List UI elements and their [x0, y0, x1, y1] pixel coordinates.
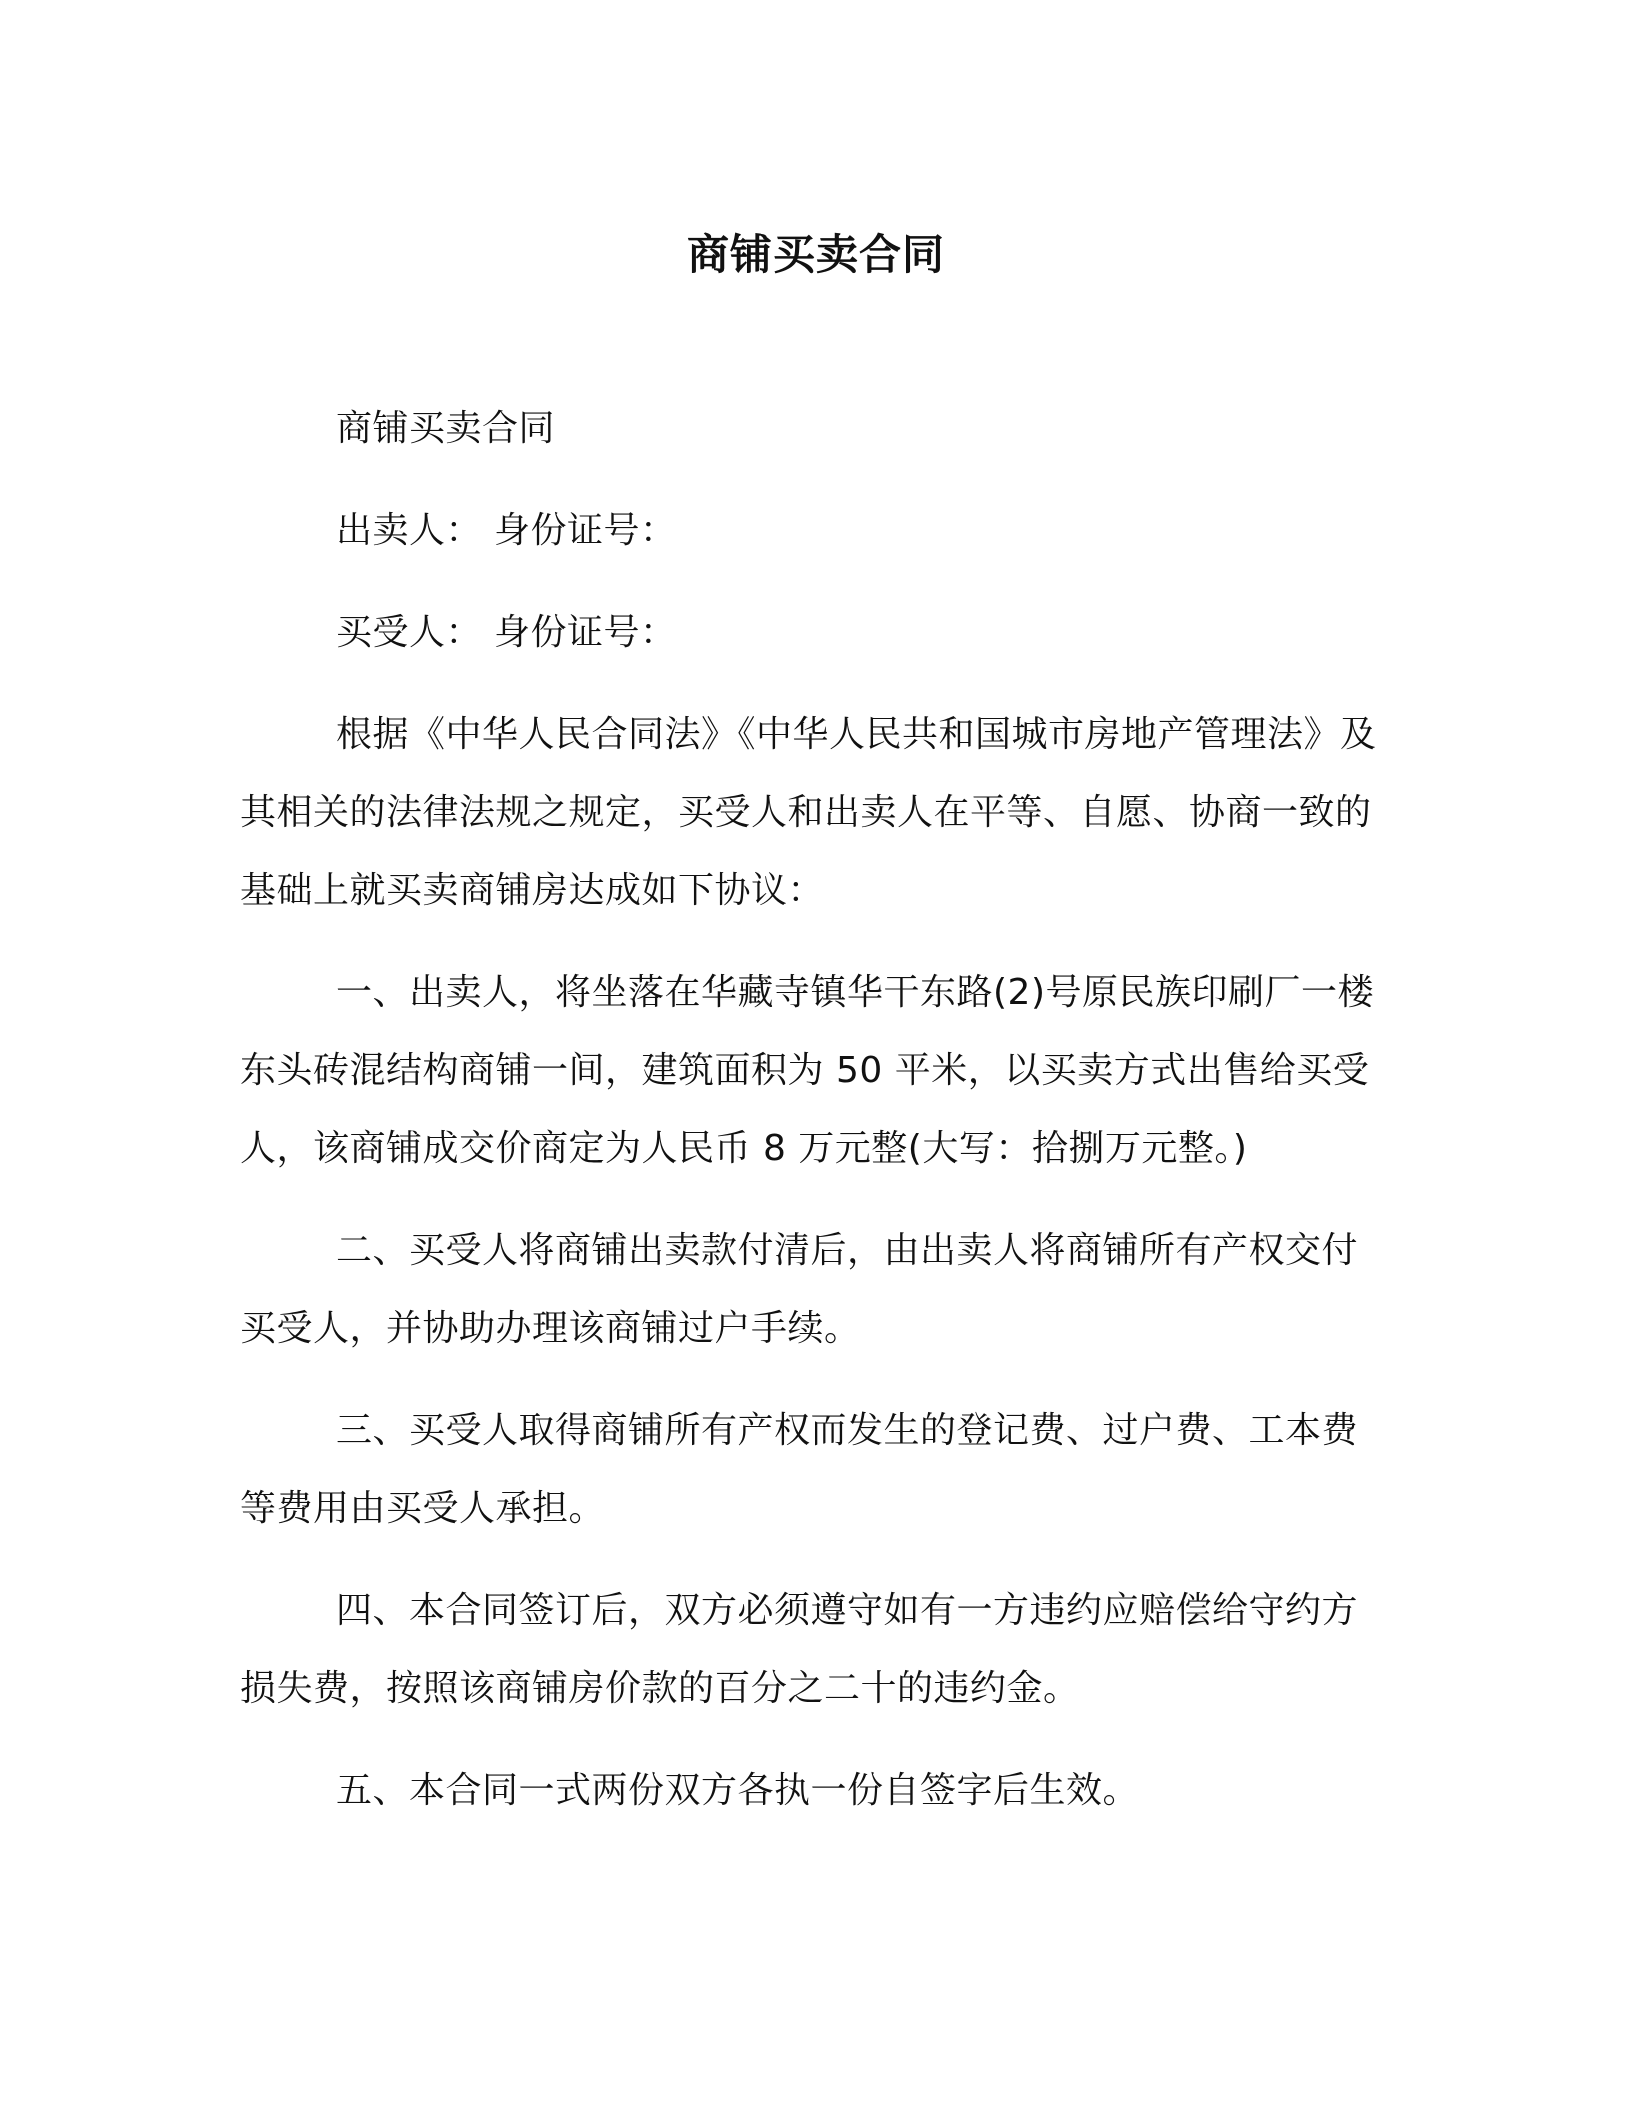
paragraph-clause-5: 五、本合同一式两份双方各执一份自签字后生效。 — [336, 1770, 1140, 1811]
paragraph-clause-2: 二、买受人将商铺出卖款付清后，由出卖人将商铺所有产权交付买受人，并协助办理该商铺过户手续。 — [240, 1230, 1359, 1349]
document-title: 商铺买卖合同 — [686, 230, 945, 279]
paragraph-clause-4: 四、本合同签订后，双方必须遵守如有一方违约应赔偿给守约方损失费，按照该商铺房价款的百分之二十的违约金。 — [240, 1590, 1359, 1709]
paragraph-subtitle: 商铺买卖合同 — [336, 408, 556, 449]
paragraph-clause-3: 三、买受人取得商铺所有产权而发生的登记费、过户费、工本费等费用由买受人承担。 — [240, 1410, 1359, 1529]
paragraph-clause-1: 一、出卖人，将坐落在华藏寺镇华干东路(2)号原民族印刷厂一楼东头砖混结构商铺一间，建筑面积为 50 平米，以买卖方式出售给买受人，该商铺成交价商定为人民币 8 万元整(大写：拾捌万元整。) — [240, 972, 1374, 1169]
paragraph-preamble: 根据《中华人民合同法》《中华人民共和国城市房地产管理法》及其相关的法律法规之规定，买受人和出卖人在平等、自愿、协商一致的基础上就买卖商铺房达成如下协议： — [240, 714, 1377, 911]
paragraph-seller: 出卖人： 身份证号： — [336, 510, 677, 551]
document-body — [240, 390, 1392, 1854]
paragraph-buyer: 买受人： 身份证号： — [336, 612, 677, 653]
